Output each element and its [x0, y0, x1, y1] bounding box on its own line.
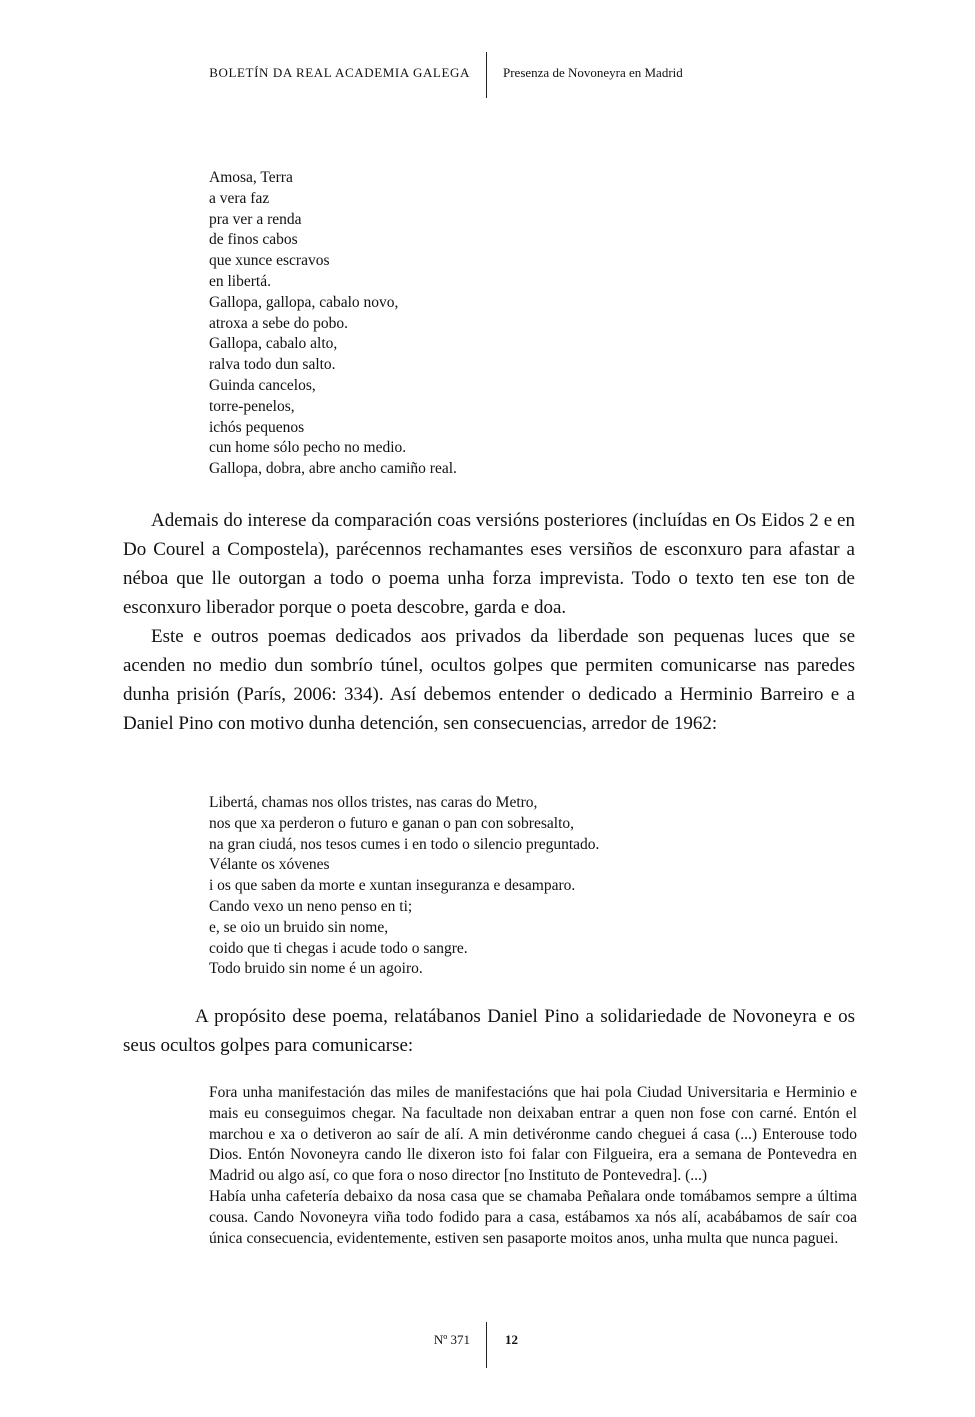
poem-line: Guinda cancelos, — [209, 376, 316, 394]
footer-divider — [486, 1322, 487, 1368]
poem-line: en libertá. — [209, 272, 271, 290]
body-paragraph: Este e outros poemas dedicados aos privados da liberdade son pequenas luces que se acenden no medio dun sombrío túnel, ocultos golpes que permiten comunicarse nas paredes dunha prisión (París, 2006: 334). Así debemos entender o dedicado a Herminio Barreiro e a Daniel Pino con motivo dunha detención, sen consecuencias, arredor de 1962: — [123, 626, 855, 734]
running-footer — [0, 1322, 975, 1368]
article-title: Presenza de Novoneyra en Madrid — [503, 65, 683, 80]
poem-line: atroxa a sebe do pobo. — [209, 314, 349, 332]
poem-line: pra ver a renda — [209, 210, 302, 228]
poem-line: de finos cabos — [209, 231, 298, 249]
page-number: 12 — [505, 1332, 518, 1347]
quote-paragraph: Fora unha manifestación das miles de manifestacións que hai pola Ciudad Universitaria e Herminio e mais eu conseguimos chegar. Na facultade non deixaban entrar a quen non fose con carné. Entón el marchou e xa o detiveron ao saír de alí. A min detivéronme cando cheguei á casa (...) Enterouse todo Dios. Entón Novoneyra cando lle dixeron isto foi falar con Filgueira, era a semana de Pontevedra en Madrid ou algo así, co que fora o noso director [no Instituto de Pontevedra]. (...) — [209, 1084, 857, 1185]
body-paragraph: A propósito dese poema, relatábanos Daniel Pino a solidariedade de Novoneyra e os seus ocultos golpes para comunicarse: — [123, 1006, 855, 1056]
poem-line: Amosa, Terra — [209, 169, 293, 186]
quote-paragraph: Había unha cafetería debaixo da nosa casa que se chamaba Peñalara onde tomábamos sempre a última cousa. Cando Novoneyra viña todo fodido para a casa, estábamos xa nós alí, acabábamos de saír coa única consecuencia, evidentemente, estiven sen pasaporte moitos anos, unha multa que nunca paguei. — [209, 1187, 857, 1247]
block-quote — [209, 1083, 857, 1249]
poem-line: Cando vexo un neno penso en ti; — [209, 897, 413, 915]
body-text-1 — [123, 506, 855, 738]
poem-line: ralva todo dun salto. — [209, 356, 336, 374]
body-text-2 — [123, 1002, 855, 1060]
poem-line: Libertá, chamas nos ollos tristes, nas caras do Metro, — [209, 794, 538, 811]
body-paragraph: Ademais do interese da comparación coas versións posteriores (incluídas en Os Eidos 2 e en Do Courel a Compostela), parécennos rechamantes eses versiños de esconxuro para afastar a néboa que lle outorgan a todo o poema unha forza imprevista. Todo o texto ten ese ton de esconxuro liberador porque o poeta descobre, garda e doa. — [123, 510, 855, 618]
running-header — [0, 50, 975, 100]
poem-line: Vélante os xóvenes — [209, 856, 330, 874]
issue-number: Nº 371 — [433, 1332, 470, 1347]
poem-line: Gallopa, gallopa, cabalo novo, — [209, 293, 399, 311]
poem-line: Gallopa, cabalo alto, — [209, 335, 338, 353]
poem-amosa-terra — [209, 168, 457, 480]
poem-line: i os que saben da morte e xuntan inseguranza e desamparo. — [209, 877, 576, 895]
poem-line: Gallopa, dobra, abre ancho camiño real. — [209, 460, 457, 478]
journal-title: BOLETÍN DA REAL ACADEMIA GALEGA — [209, 65, 470, 80]
poem-line: na gran ciudá, nos tesos cumes i en todo o silencio preguntado. — [209, 835, 600, 853]
poem-line: a vera faz — [209, 189, 270, 207]
poem-line: cun home sólo pecho no medio. — [209, 439, 407, 457]
poem-line: e, se oio un bruido sin nome, — [209, 918, 389, 936]
poem-line: torre-penelos, — [209, 397, 295, 415]
poem-line: ichós pequenos — [209, 418, 305, 436]
poem-liberta — [209, 793, 599, 980]
poem-line: que xunce escravos — [209, 252, 330, 270]
poem-line: coido que ti chegas i acude todo o sangre. — [209, 939, 468, 957]
poem-line: nos que xa perderon o futuro e ganan o pan con sobresalto, — [209, 814, 574, 832]
header-divider — [486, 52, 487, 98]
poem-line: Todo bruido sin nome é un agoiro. — [209, 960, 423, 978]
